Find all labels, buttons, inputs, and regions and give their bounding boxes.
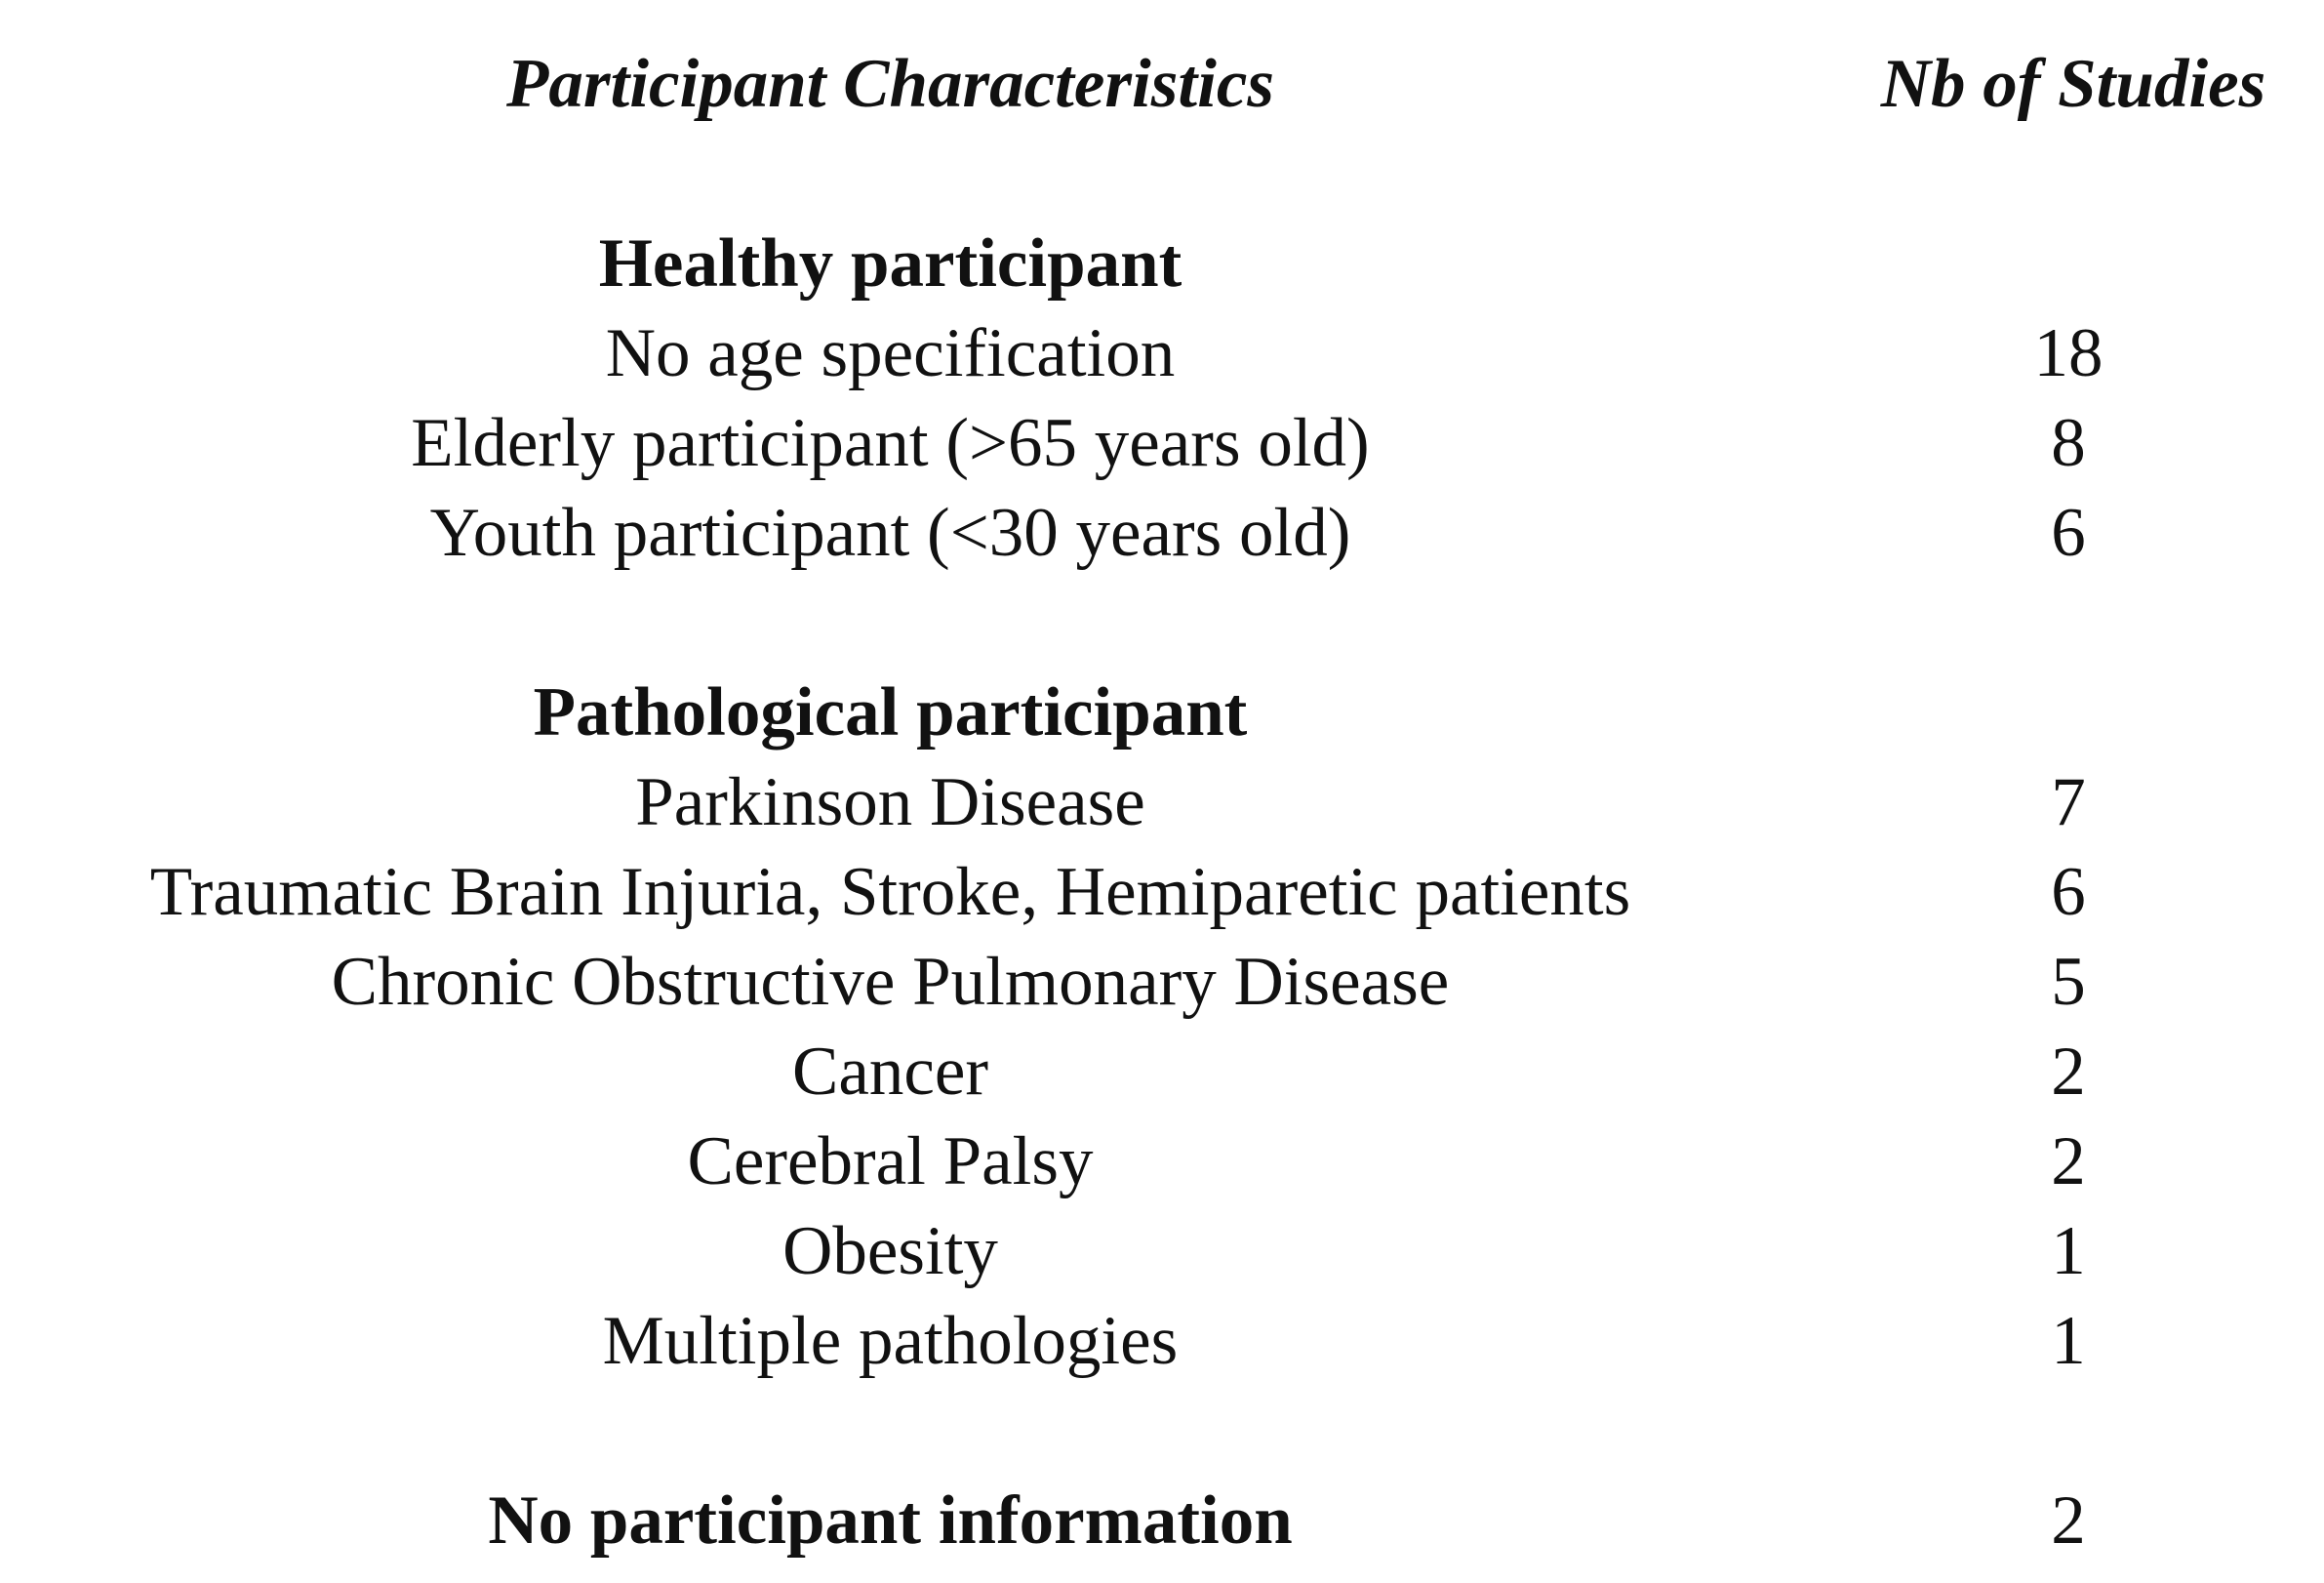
- row-label: Youth participant (<30 years old): [429, 495, 1351, 571]
- table-row: [0, 1206, 2324, 1296]
- row-count: 7: [2051, 764, 2086, 840]
- row-count: 18: [2033, 315, 2104, 391]
- section-header-pathological: [0, 668, 2324, 757]
- table-row: [0, 398, 2324, 488]
- row-label: Obesity: [782, 1213, 998, 1289]
- row-count: 6: [2051, 854, 2086, 930]
- section-header-healthy: [0, 219, 2324, 308]
- row-count: 2: [2051, 1123, 2086, 1199]
- row-count: 2: [2051, 1482, 2086, 1559]
- row-count: 1: [2051, 1303, 2086, 1379]
- row-count: 1: [2051, 1213, 2086, 1289]
- row-label: No participant information: [488, 1482, 1293, 1559]
- row-label: No age specification: [605, 315, 1176, 391]
- row-label: Chronic Obstructive Pulmonary Disease: [331, 944, 1450, 1020]
- table-row: [0, 488, 2324, 578]
- row-count: 2: [2051, 1034, 2086, 1110]
- table-row: [0, 1116, 2324, 1206]
- table-row: [0, 308, 2324, 398]
- row-label: Multiple pathologies: [602, 1303, 1179, 1379]
- column-header-characteristics: Participant Characteristics: [506, 46, 1274, 122]
- row-count: 8: [2051, 405, 2086, 481]
- row-count: 6: [2051, 495, 2086, 571]
- table-header-row: [0, 39, 2324, 129]
- table-row: [0, 937, 2324, 1027]
- column-header-nb-studies: Nb of Studies: [1880, 46, 2266, 122]
- row-label: Cancer: [791, 1034, 989, 1110]
- table-row: [0, 1296, 2324, 1386]
- row-label: Cerebral Palsy: [687, 1123, 1094, 1199]
- row-label: Parkinson Disease: [635, 764, 1145, 840]
- row-label: Traumatic Brain Injuria, Stroke, Hemiparetic patients: [149, 854, 1631, 930]
- table-row: [0, 1027, 2324, 1116]
- table-row: [0, 757, 2324, 847]
- row-label: Elderly participant (>65 years old): [411, 405, 1370, 481]
- section-title: Healthy participant: [598, 225, 1182, 302]
- section-row-no-participant-info: [0, 1476, 2324, 1565]
- section-title: Pathological participant: [533, 674, 1248, 751]
- row-count: 5: [2051, 944, 2086, 1020]
- table-row: [0, 847, 2324, 937]
